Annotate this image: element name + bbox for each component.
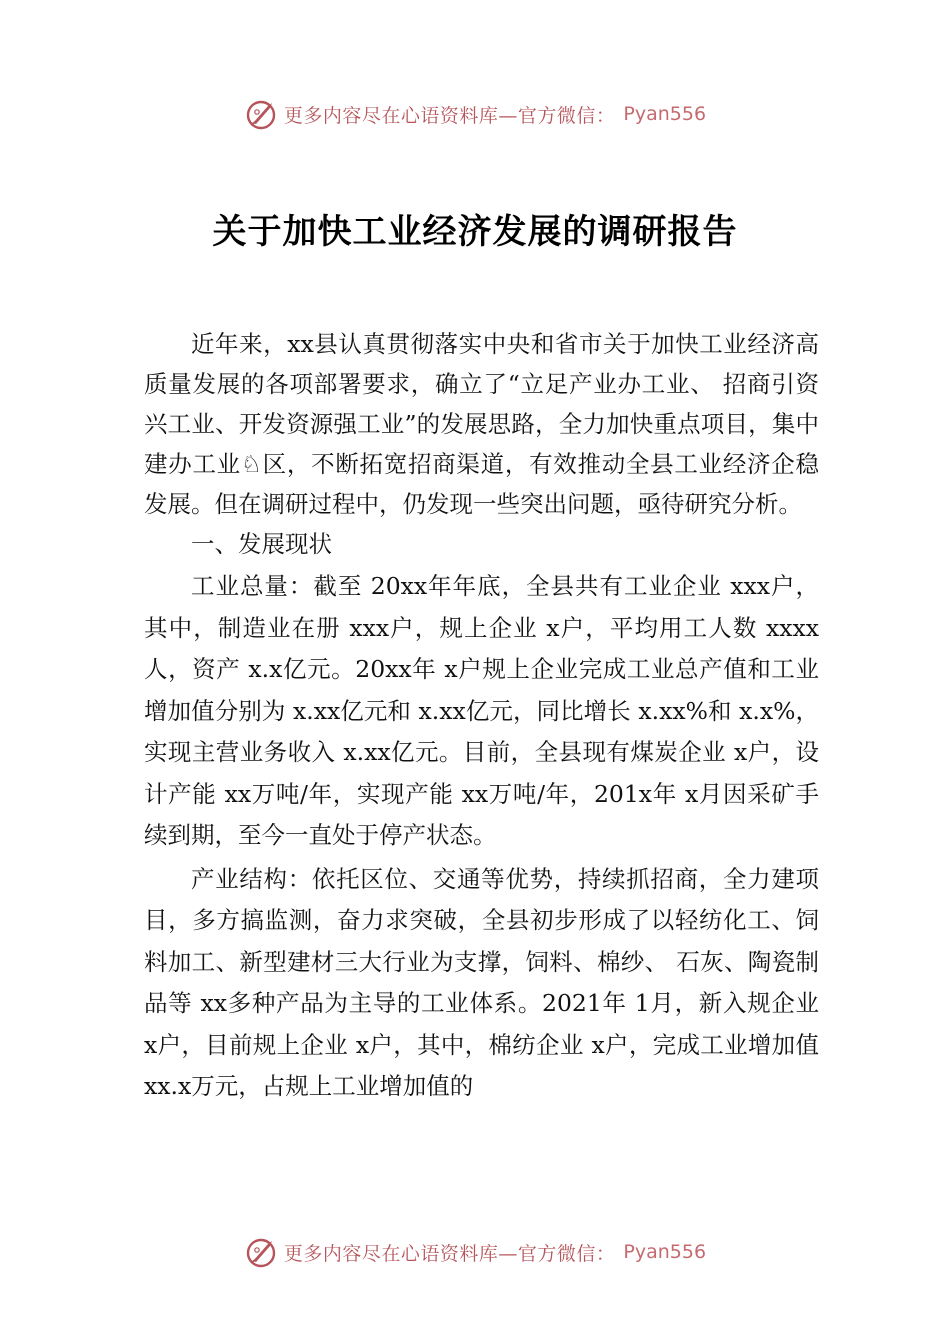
paragraph-intro: 近年来，xx县认真贯彻落实中央和省市关于加快工业经济高质量发展的各项部署要求，确立了“立足产业办工业、 招商引资兴工业、开发资源强工业”的发展思路，全力加快重点项目，集中建办工业♘区，不断拓宽招商渠道，有效推动全县工业经济企稳发展。但在调研过程中，仍发现一些突出问题，亟待研究分析。	[144, 330, 819, 518]
document-body	[144, 324, 819, 1108]
pen-logo-icon	[244, 1235, 278, 1269]
watermark-text: 更多内容尽在心语资料库—官方微信：	[283, 1242, 616, 1265]
watermark-wechat-id: Pyan556	[623, 103, 707, 125]
section-heading: 一、发展现状	[191, 530, 332, 558]
paragraph-industrial-total: 工业总量：截至 20xx年年底，全县共有工业企业 xxx户，其中，制造业在册 xxx户，规上企业 x户，平均用工人数 xxxx人，资产 x.x亿元。20xx年 x户规上企业完成工业总产值和工业增加值分别为 x.xx亿元和 x.xx亿元，同比增长 x.xx%和 x.x%，实现主营业务收入 x.xx亿元。目前，全县现有煤炭企业 x户，设计产能 xx万吨/年，实现产能 xx万吨/年，201x年 x月因采矿手续到期，至今一直处于停产状态。	[144, 572, 819, 849]
pen-logo-icon	[244, 97, 278, 131]
watermark-wechat-id: Pyan556	[623, 1241, 707, 1263]
watermark-text: 更多内容尽在心语资料库—官方微信：	[283, 104, 616, 127]
watermark-footer	[0, 1232, 950, 1272]
paragraph-industrial-structure: 产业结构：依托区位、交通等优势，持续抓招商，全力建项目，多方搞监测，奋力求突破，全县初步形成了以轻纺化工、饲料加工、新型建材三大行业为支撑，饲料、棉纱、 石灰、陶瓷制品等 xx多种产品为主导的工业体系。2021年 1月，新入规企业 x户，目前规上企业 x户，其中，棉纺企业 x户，完成工业增加值 xx.x万元，占规上工业增加值的	[144, 864, 819, 1100]
watermark-header	[0, 94, 950, 134]
document-title: 关于加快工业经济发展的调研报告	[212, 212, 738, 252]
